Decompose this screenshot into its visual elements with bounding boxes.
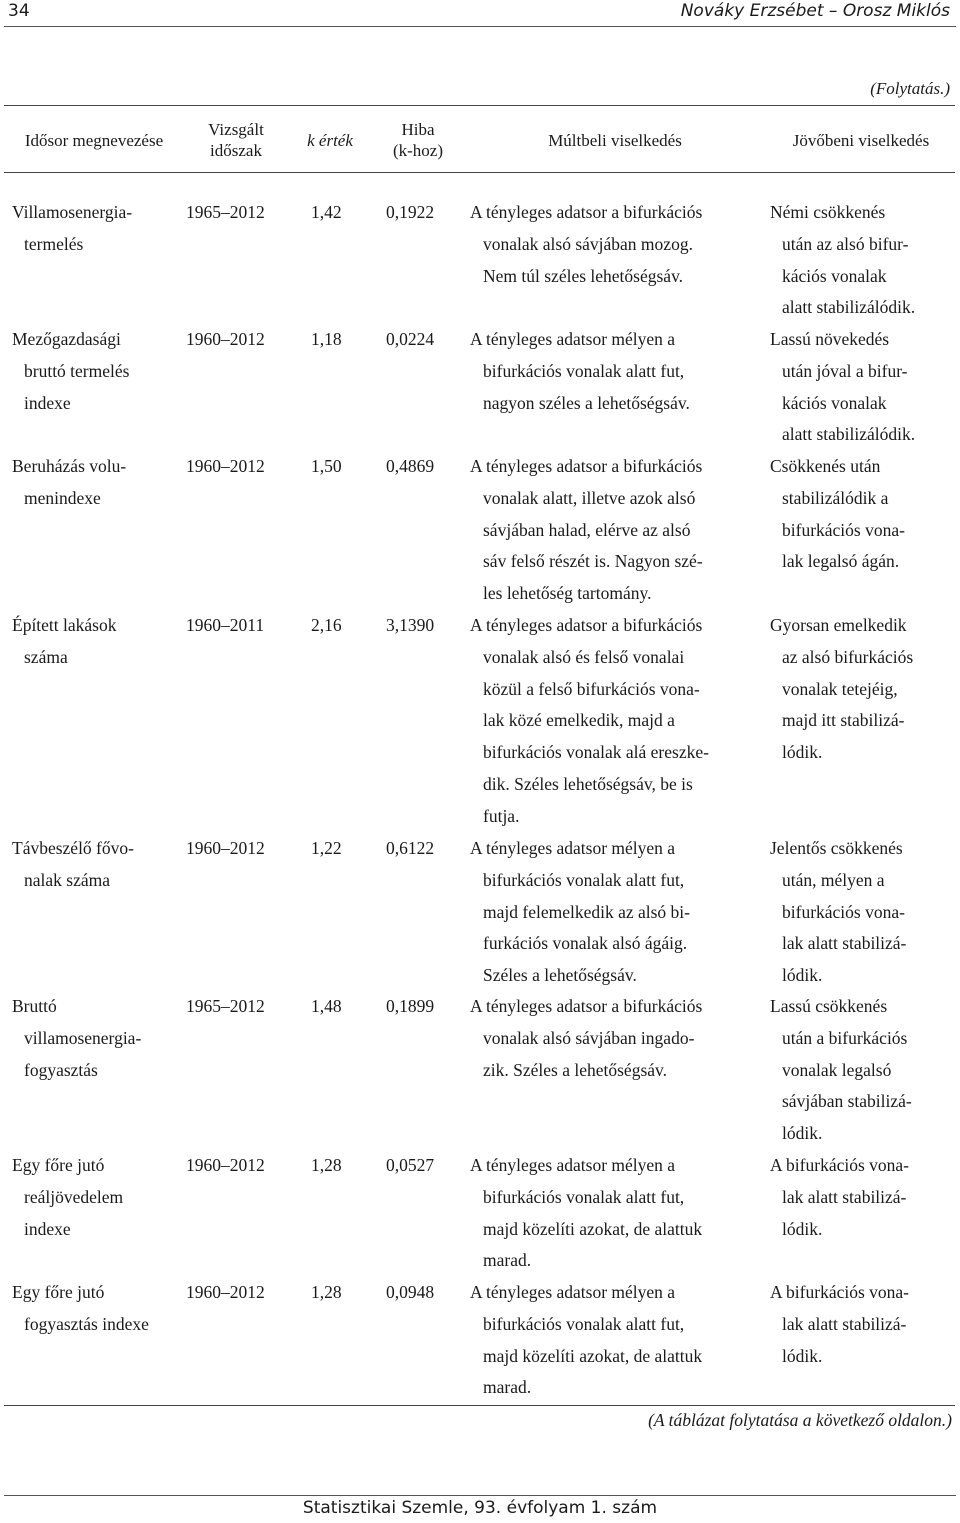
period-cell: 1960–2012 [186, 456, 265, 476]
future-behavior-cell-line: alatt stabilizálódik. [782, 297, 916, 318]
error-value-cell: 0,0527 [386, 1155, 435, 1175]
series-name-cell [12, 833, 182, 897]
past-behavior-cell-line: majd közelíti azokat, de alattuk [483, 1345, 703, 1366]
footer-rule [4, 1495, 956, 1496]
future-behavior-cell-line: lódik. [782, 1345, 823, 1366]
series-name-cell-line: száma [24, 646, 68, 667]
table-header-rule [4, 172, 955, 173]
future-behavior-cell-line: alatt stabilizálódik. [782, 424, 916, 445]
past-behavior-cell-line: Széles a lehetőségsáv. [483, 965, 637, 986]
k-value-cell: 1,22 [311, 838, 342, 858]
past-behavior-cell-line: sávjában halad, elérve az alsó [483, 519, 691, 540]
error-value-cell: 0,1899 [386, 996, 435, 1016]
error-value-cell: 0,0948 [386, 1282, 435, 1302]
running-title: Nováky Erzsébet – Orosz Miklós [680, 1, 950, 21]
column-header-period-line: időszak [210, 141, 262, 160]
past-behavior-cell-line: A tényleges adatsor mélyen a [470, 838, 676, 858]
series-name-cell-line: nalak száma [24, 869, 110, 890]
past-behavior-cell-line: majd közelíti azokat, de alattuk [483, 1218, 703, 1239]
series-name-cell-line: indexe [24, 1218, 71, 1239]
error-value-cell: 0,1922 [386, 202, 435, 222]
future-behavior-cell-line: majd itt stabilizá- [782, 710, 905, 731]
series-name-cell [12, 324, 182, 419]
k-value-cell: 2,16 [311, 615, 342, 635]
past-behavior-cell-line: bifurkációs vonalak alatt fut, [483, 1313, 685, 1334]
future-behavior-cell-line: Jelentős csökkenés [770, 838, 903, 858]
error-value-cell: 0,4869 [386, 456, 435, 476]
past-behavior-cell-line: A tényleges adatsor mélyen a [470, 1155, 676, 1175]
error-value-cell: 0,0224 [386, 329, 435, 349]
series-name-cell-line: Távbeszélő fővo- [12, 838, 134, 858]
past-behavior-cell [470, 197, 760, 292]
past-behavior-cell-line: A tényleges adatsor a bifurkációs [470, 456, 703, 476]
future-behavior-cell [770, 1150, 955, 1245]
series-name-cell-line: indexe [24, 392, 71, 413]
series-name-cell-line: fogyasztás indexe [24, 1313, 149, 1334]
past-behavior-cell [470, 1277, 760, 1404]
k-value-cell: 1,18 [311, 329, 342, 349]
series-name-cell [12, 197, 182, 261]
k-value-cell: 1,42 [311, 202, 342, 222]
future-behavior-cell-line: A bifurkációs vona- [770, 1282, 909, 1302]
period-cell: 1960–2012 [186, 1155, 265, 1175]
future-behavior-cell-line: Csökkenés után [770, 456, 881, 476]
past-behavior-cell-line: futja. [483, 805, 520, 826]
future-behavior-cell-line: bifurkációs vona- [782, 901, 905, 922]
past-behavior-cell-line: marad. [483, 1250, 532, 1271]
future-behavior-cell [770, 1277, 955, 1372]
page-header [0, 0, 960, 26]
future-behavior-cell [770, 991, 955, 1150]
future-behavior-cell-line: sávjában stabilizá- [782, 1091, 912, 1112]
series-name-cell [12, 451, 182, 515]
future-behavior-cell-line: lódik. [782, 742, 823, 763]
future-behavior-cell-line: lak legalsó ágán. [782, 551, 900, 572]
past-behavior-cell-line: vonalak alsó sávjában mozog. [483, 233, 693, 254]
k-value-cell: 1,50 [311, 456, 342, 476]
past-behavior-cell-line: vonalak alsó és felső vonalai [483, 646, 685, 667]
period-cell: 1965–2012 [186, 202, 265, 222]
past-behavior-cell-line: A tényleges adatsor a bifurkációs [470, 615, 703, 635]
period-cell: 1960–2012 [186, 1282, 265, 1302]
past-behavior-cell-line: les lehetőség tartomány. [483, 583, 652, 604]
error-value-cell: 0,6122 [386, 838, 435, 858]
past-behavior-cell-line: furkációs vonalak alsó ágáig. [483, 933, 688, 954]
series-name-cell-line: Egy főre jutó [12, 1282, 105, 1302]
future-behavior-cell-line: lak alatt stabilizá- [782, 933, 907, 954]
future-behavior-cell [770, 451, 955, 578]
future-behavior-cell [770, 324, 955, 451]
series-name-cell-line: menindexe [24, 487, 101, 508]
continued-label: (Folytatás.) [870, 79, 950, 98]
past-behavior-cell-line: A tényleges adatsor mélyen a [470, 329, 676, 349]
future-behavior-cell-line: A bifurkációs vona- [770, 1155, 909, 1175]
future-behavior-cell-line: lak alatt stabilizá- [782, 1313, 907, 1334]
future-behavior-cell-line: után a bifurkációs [782, 1027, 908, 1048]
column-header-error-line: Hiba [401, 120, 435, 139]
future-behavior-cell-line: az alsó bifurkációs [782, 646, 914, 667]
header-rule [4, 26, 956, 27]
column-header-future: Jövőbeni viselkedés [792, 131, 930, 150]
past-behavior-cell-line: vonalak alatt, illetve azok alsó [483, 487, 696, 508]
past-behavior-cell-line: bifurkációs vonalak alatt fut, [483, 869, 685, 890]
future-behavior-cell-line: Lassú növekedés [770, 329, 890, 349]
series-name-cell-line: bruttó termelés [24, 360, 130, 381]
series-name-cell-line: reáljövedelem [24, 1186, 124, 1207]
past-behavior-cell [470, 451, 760, 610]
column-header-k: k érték [307, 131, 353, 150]
past-behavior-cell [470, 1150, 760, 1277]
future-behavior-cell-line: vonalak legalsó [782, 1059, 892, 1080]
series-name-cell [12, 1277, 182, 1341]
page-number: 34 [8, 1, 30, 21]
past-behavior-cell-line: közül a felső bifurkációs vona- [483, 678, 700, 699]
past-behavior-cell-line: sáv felső részét is. Nagyon szé- [483, 551, 703, 572]
column-header-name: Idősor megnevezése [24, 131, 164, 150]
future-behavior-cell [770, 833, 955, 992]
period-cell: 1960–2012 [186, 838, 265, 858]
future-behavior-cell-line: lak alatt stabilizá- [782, 1186, 907, 1207]
table-bottom-rule [4, 1405, 955, 1406]
past-behavior-cell-line: marad. [483, 1377, 532, 1398]
series-name-cell-line: Villamosenergia- [12, 202, 133, 222]
page-footer: Statisztikai Szemle, 93. évfolyam 1. szám [302, 1498, 658, 1518]
series-name-cell-line: termelés [24, 233, 84, 254]
future-behavior-cell-line: kációs vonalak [782, 392, 887, 413]
period-cell: 1965–2012 [186, 996, 265, 1016]
series-name-cell-line: Beruházás volu- [12, 456, 127, 476]
past-behavior-cell-line: Nem túl széles lehetőségsáv. [483, 265, 684, 286]
past-behavior-cell-line: A tényleges adatsor a bifurkációs [470, 202, 703, 222]
future-behavior-cell [770, 610, 955, 769]
future-behavior-cell-line: lódik. [782, 965, 823, 986]
period-cell: 1960–2012 [186, 329, 265, 349]
past-behavior-cell-line: bifurkációs vonalak alatt fut, [483, 360, 685, 381]
series-name-cell [12, 991, 182, 1086]
series-name-cell-line: Mezőgazdasági [12, 329, 121, 349]
past-behavior-cell-line: nagyon széles a lehetőségsáv. [483, 392, 690, 413]
series-name-cell-line: villamosenergia- [24, 1027, 142, 1048]
series-name-cell-line: Épített lakások [12, 615, 117, 635]
column-header-error [370, 119, 466, 161]
past-behavior-cell [470, 833, 760, 992]
series-name-cell-line: Bruttó [12, 996, 57, 1016]
table-continuation-note: (A táblázat folytatása a következő oldalon.) [648, 1410, 952, 1430]
k-value-cell: 1,28 [311, 1155, 342, 1175]
future-behavior-cell-line: után az alsó bifur- [782, 233, 909, 254]
future-behavior-cell [770, 197, 955, 324]
future-behavior-cell-line: Gyorsan emelkedik [770, 615, 907, 635]
past-behavior-cell [470, 610, 760, 833]
past-behavior-cell-line: A tényleges adatsor mélyen a [470, 1282, 676, 1302]
future-behavior-cell-line: Lassú csökkenés [770, 996, 888, 1016]
column-header-past: Múltbeli viselkedés [548, 131, 682, 150]
past-behavior-cell [470, 991, 760, 1086]
past-behavior-cell-line: bifurkációs vonalak alatt fut, [483, 1186, 685, 1207]
series-name-cell [12, 1150, 182, 1245]
series-name-cell-line: Egy főre jutó [12, 1155, 105, 1175]
future-behavior-cell-line: után, mélyen a [782, 869, 885, 890]
series-name-cell-line: fogyasztás [24, 1059, 98, 1080]
past-behavior-cell [470, 324, 760, 419]
k-value-cell: 1,48 [311, 996, 342, 1016]
past-behavior-cell-line: majd felemelkedik az alsó bi- [483, 901, 691, 922]
past-behavior-cell-line: lak közé emelkedik, majd a [483, 710, 675, 731]
future-behavior-cell-line: lódik. [782, 1218, 823, 1239]
past-behavior-cell-line: dik. Széles lehetőségsáv, be is [483, 773, 693, 794]
past-behavior-cell-line: A tényleges adatsor a bifurkációs [470, 996, 703, 1016]
column-header-period-line: Vizsgált [208, 120, 264, 139]
past-behavior-cell-line: zik. Széles a lehetőségsáv. [483, 1059, 668, 1080]
period-cell: 1960–2011 [186, 615, 265, 635]
future-behavior-cell-line: stabilizálódik a [782, 487, 889, 508]
future-behavior-cell-line: kációs vonalak [782, 265, 887, 286]
future-behavior-cell-line: Némi csökkenés [770, 202, 886, 222]
future-behavior-cell-line: vonalak tetejéig, [782, 678, 898, 699]
future-behavior-cell-line: bifurkációs vona- [782, 519, 905, 540]
series-name-cell [12, 610, 182, 674]
error-value-cell: 3,1390 [386, 615, 435, 635]
future-behavior-cell-line: lódik. [782, 1123, 823, 1144]
column-header-period [186, 119, 286, 161]
past-behavior-cell-line: bifurkációs vonalak alá ereszke- [483, 742, 709, 763]
table-top-rule [4, 105, 955, 106]
k-value-cell: 1,28 [311, 1282, 342, 1302]
future-behavior-cell-line: után jóval a bifur- [782, 360, 908, 381]
past-behavior-cell-line: vonalak alsó sávjában ingado- [483, 1027, 695, 1048]
column-header-error-line: (k-hoz) [392, 141, 444, 160]
